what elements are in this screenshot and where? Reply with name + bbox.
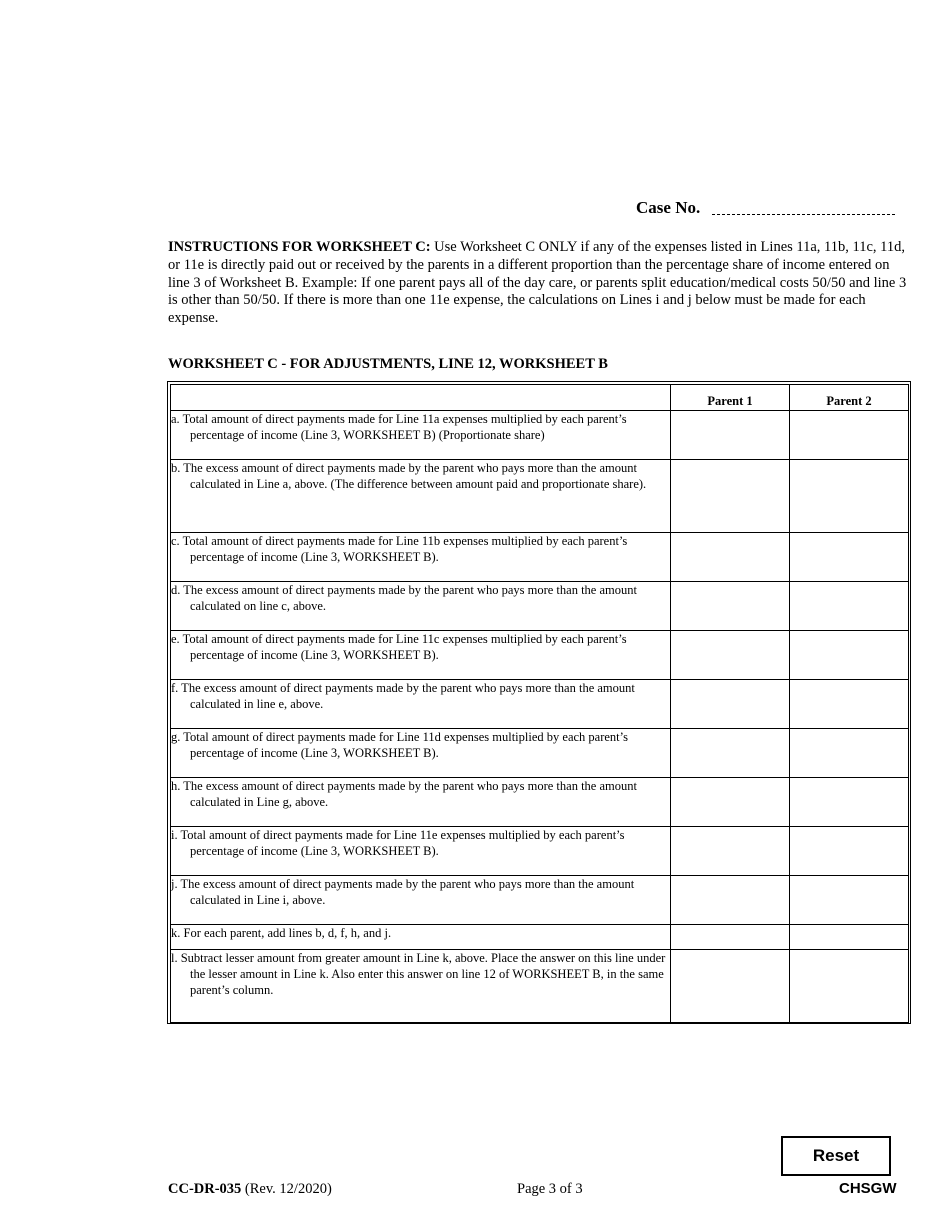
page-number: Page 3 of 3 [517, 1181, 583, 1197]
parent-2-amount-cell[interactable] [790, 876, 909, 925]
parent-1-amount-cell[interactable] [671, 631, 790, 680]
case-number-field[interactable] [712, 212, 895, 215]
line-text: f. The excess amount of direct payments made by the parent who pays more than the amount calculated in line e, above. [171, 681, 635, 711]
line-description [171, 460, 671, 533]
parent-2-amount-cell[interactable] [790, 460, 909, 533]
line-description [171, 582, 671, 631]
line-description [171, 533, 671, 582]
line-description [171, 950, 671, 1023]
worksheet-title: WORKSHEET C - FOR ADJUSTMENTS, LINE 12, WORKSHEET B [168, 356, 608, 372]
parent-1-amount-cell[interactable] [671, 778, 790, 827]
parent-1-amount-cell[interactable] [671, 582, 790, 631]
parent-1-amount-cell[interactable] [671, 950, 790, 1023]
parent-2-amount-cell[interactable] [790, 582, 909, 631]
parent-1-amount-cell[interactable] [671, 925, 790, 950]
line-text: h. The excess amount of direct payments made by the parent who pays more than the amount calculated in Line g, above. [171, 779, 637, 809]
parent-2-amount-cell[interactable] [790, 729, 909, 778]
parent-2-amount-cell[interactable] [790, 778, 909, 827]
parent-2-amount-cell[interactable] [790, 827, 909, 876]
line-text: a. Total amount of direct payments made for Line 11a expenses multiplied by each parent’s percentage of income (Line 3, WORKSHEET B) (Proportionate share) [171, 412, 627, 442]
parent-1-amount-cell[interactable] [671, 827, 790, 876]
worksheet-row [171, 925, 909, 950]
line-description [171, 876, 671, 925]
line-text: e. Total amount of direct payments made for Line 11c expenses multiplied by each parent’s percentage of income (Line 3, WORKSHEET B). [171, 632, 627, 662]
parent-2-amount-cell[interactable] [790, 925, 909, 950]
line-text: k. For each parent, add lines b, d, f, h, and j. [171, 926, 392, 940]
line-description [171, 680, 671, 729]
form-revision: (Rev. 12/2020) [241, 1181, 332, 1197]
case-number-label: Case No. [636, 198, 701, 217]
worksheet-row [171, 827, 909, 876]
parent-2-amount-cell[interactable] [790, 533, 909, 582]
form-code: CC-DR-035 [168, 1181, 242, 1197]
line-description [171, 778, 671, 827]
line-text: g. Total amount of direct payments made for Line 11d expenses multiplied by each parent’s percentage of income (Line 3, WORKSHEET B). [171, 730, 628, 760]
parent-2-amount-cell[interactable] [790, 950, 909, 1023]
parent-2-amount-cell[interactable] [790, 631, 909, 680]
line-description [171, 729, 671, 778]
parent-1-amount-cell[interactable] [671, 680, 790, 729]
line-text: c. Total amount of direct payments made for Line 11b expenses multiplied by each parent’s percentage of income (Line 3, WORKSHEET B). [171, 534, 628, 564]
line-description [171, 827, 671, 876]
worksheet-row [171, 950, 909, 1023]
header-blank [171, 385, 671, 411]
worksheet-row [171, 411, 909, 460]
line-text: j. The excess amount of direct payments made by the parent who pays more than the amount calculated in Line i, above. [171, 877, 635, 907]
line-text: i. Total amount of direct payments made for Line 11e expenses multiplied by each parent’s percentage of income (Line 3, WORKSHEET B). [171, 828, 625, 858]
parent-1-amount-cell[interactable] [671, 729, 790, 778]
worksheet-row [171, 876, 909, 925]
worksheet-table [170, 384, 909, 1023]
parent-1-amount-cell[interactable] [671, 411, 790, 460]
instructions-body: Use Worksheet C ONLY if any of the expenses listed in Lines 11a, 11b, 11c, 11d, or 11e is directly paid out or received by the parents in a different proportion than the percentage share of income entered on line 3 of Worksheet B. Example: If one parent pays all of the day care, or parents split education/medical costs 50/50 and line 3 is other than 50/50. If there is more than one 11e expense, the calculations on Lines i and j below must be made for each expense. [168, 239, 907, 327]
line-text: l. Subtract lesser amount from greater amount in Line k, above. Place the answer on this line under the lesser amount in Line k. Also enter this answer on line 12 of WORKSHEET B, in the same parent’s column. [171, 951, 666, 997]
worksheet-row [171, 460, 909, 533]
line-text: d. The excess amount of direct payments made by the parent who pays more than the amount calculated on line c, above. [171, 583, 637, 613]
worksheet-row [171, 729, 909, 778]
instructions-heading: INSTRUCTIONS FOR WORKSHEET C: [168, 239, 431, 255]
parent-1-amount-cell[interactable] [671, 533, 790, 582]
worksheet-row [171, 582, 909, 631]
worksheet-row [171, 778, 909, 827]
instructions [168, 239, 910, 328]
worksheet-row [171, 631, 909, 680]
parent-2-amount-cell[interactable] [790, 411, 909, 460]
worksheet-row [171, 533, 909, 582]
line-description [171, 411, 671, 460]
worksheet-row [171, 680, 909, 729]
line-text: b. The excess amount of direct payments made by the parent who pays more than the amount calculated in Line a, above. (The difference between amount paid and proportionate share). [171, 461, 647, 491]
reset-button[interactable]: Reset [781, 1136, 891, 1176]
column-header-parent-2: Parent 2 [790, 385, 909, 411]
parent-2-amount-cell[interactable] [790, 680, 909, 729]
line-description [171, 925, 671, 950]
line-description [171, 631, 671, 680]
parent-1-amount-cell[interactable] [671, 460, 790, 533]
form-code-chsgw: CHSGW [839, 1180, 897, 1197]
form-id [168, 1181, 332, 1198]
parent-1-amount-cell[interactable] [671, 876, 790, 925]
column-header-parent-1: Parent 1 [671, 385, 790, 411]
